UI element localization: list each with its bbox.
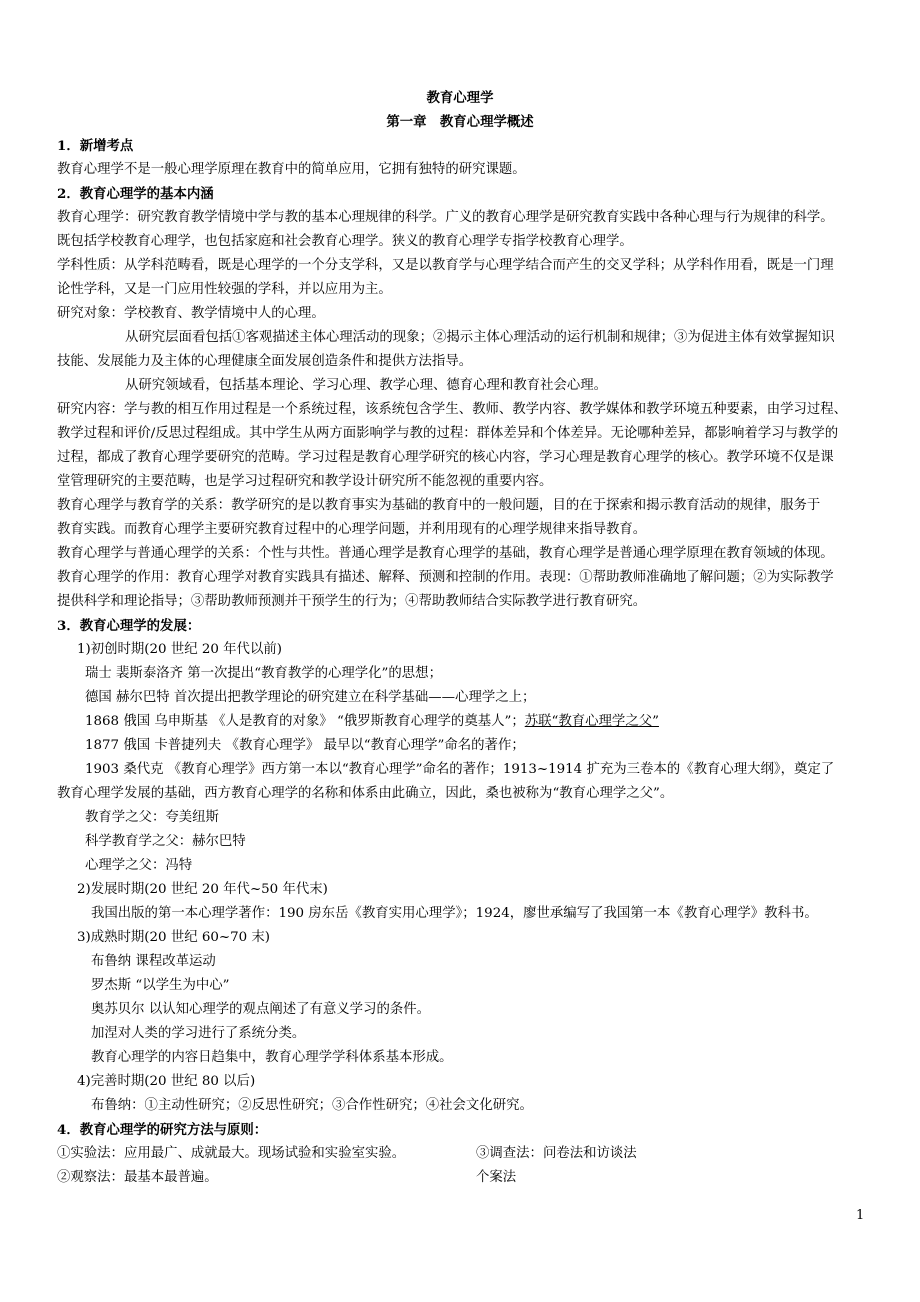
section-1-heading: 1．新增考点 bbox=[57, 138, 134, 154]
history-item: 1877 俄国 卡普捷列夫 《教育心理学》 最早以“教育心理学”命名的著作； bbox=[85, 738, 525, 753]
history-item: 布鲁纳：①主动性研究；②反思性研究；③合作性研究；④社会文化研究。 bbox=[91, 1098, 533, 1113]
page-number: 1 bbox=[856, 1208, 865, 1223]
definition-line: 既包括学校教育心理学，也包括家庭和社会教育心理学。狭义的教育心理学专指学校教育心理学。 bbox=[57, 234, 633, 249]
history-item: 1903 桑代克 《教育心理学》西方第一本以“教育心理学”命名的著作；1913~1914 扩充为三卷本的《教育心理大纲》，奠定了 bbox=[85, 762, 835, 777]
level-line: 技能、发展能力及主体的心理健康全面发展创造条件和提供方法指导。 bbox=[57, 354, 473, 369]
section-2-heading: 2．教育心理学的基本内涵 bbox=[57, 186, 214, 202]
document-title: 教育心理学 bbox=[426, 90, 494, 106]
history-item: 教育心理学发展的基础，西方教育心理学的名称和体系由此确立，因此，桑也被称为“教育心理学之父”。 bbox=[57, 786, 674, 801]
method-item: ①实验法：应用最广、成就最大。现场试验和实验室实验。 bbox=[57, 1146, 406, 1161]
relation-education-line: 教育心理学与教育学的关系：教学研究的是以教育事实为基础的教育中的一般问题，目的在于探索和揭示教育活动的规律，服务于 bbox=[57, 498, 821, 513]
content-line: 研究内容：学与教的相互作用过程是一个系统过程，该系统包含学生、教师、教学内容、教学媒体和教学环境五种要素，由学习过程、 bbox=[57, 402, 848, 417]
history-item: 瑞士 裴斯泰洛齐 第一次提出“教育教学的心理学化”的思想； bbox=[85, 666, 442, 681]
relation-psychology-line: 教育心理学与普通心理学的关系：个性与共性。普通心理学是教育心理学的基础，教育心理学是普通心理学原理在教育领域的体现。 bbox=[57, 546, 834, 561]
content-line: 过程，都成了教育心理学要研究的范畴。学习过程是教育心理学研究的核心内容，学习心理是教育心理学的核心。教学环境不仅是课 bbox=[57, 450, 834, 465]
period-1-title: 1)初创时期(20 世纪 20 年代以前) bbox=[77, 642, 282, 657]
history-item: 布鲁纳 课程改革运动 bbox=[91, 954, 216, 969]
history-item: 德国 赫尔巴特 首次提出把教学理论的研究建立在科学基础——心理学之上； bbox=[85, 690, 536, 705]
history-item: 教育学之父：夸美纽斯 bbox=[85, 810, 219, 825]
history-item: 教育心理学的内容日趋集中，教育心理学学科体系基本形成。 bbox=[91, 1050, 453, 1065]
method-item: 个案法 bbox=[476, 1170, 517, 1185]
history-item: 罗杰斯 “以学生为中心” bbox=[91, 978, 230, 993]
object-line: 研究对象：学校教育、教学情境中人的心理。 bbox=[57, 306, 325, 321]
period-3-title: 3)成熟时期(20 世纪 60~70 末) bbox=[77, 930, 271, 945]
nature-line: 学科性质：从学科范畴看，既是心理学的一个分支学科，又是以教育学与心理学结合而产生的交叉学科；从学科作用看，既是一门理 bbox=[57, 258, 834, 273]
chapter-title: 第一章 教育心理学概述 bbox=[386, 114, 534, 130]
history-item-text: 1868 俄国 乌申斯基 《人是教育的对象》 “俄罗斯教育心理学的奠基人”； bbox=[85, 714, 525, 729]
history-item: 加涅对人类的学习进行了系统分类。 bbox=[91, 1026, 306, 1041]
section-1-paragraph: 教育心理学不是一般心理学原理在教育中的简单应用，它拥有独特的研究课题。 bbox=[57, 162, 526, 177]
method-item: ③调查法：问卷法和访谈法 bbox=[476, 1146, 637, 1161]
history-item: 我国出版的第一本心理学著作：190 房东岳《教育实用心理学》；1924，廖世承编写了我国第一本《教育心理学》教科书。 bbox=[91, 906, 818, 921]
history-item bbox=[85, 714, 659, 730]
field-line: 从研究领域看，包括基本理论、学习心理、教学心理、德育心理和教育社会心理。 bbox=[125, 378, 608, 393]
history-item: 心理学之父：冯特 bbox=[85, 858, 193, 873]
role-line: 提供科学和理论指导；③帮助教师预测并干预学生的行为；④帮助教师结合实际教学进行教育研究。 bbox=[57, 594, 647, 609]
level-line: 从研究层面看包括①客观描述主体心理活动的现象；②揭示主体心理活动的运行机制和规律；③为促进主体有效掌握知识 bbox=[125, 330, 835, 345]
definition-line: 教育心理学：研究教育教学情境中学与教的基本心理规律的科学。广义的教育心理学是研究教育实践中各种心理与行为规律的科学。 bbox=[57, 210, 834, 225]
nature-line: 论性学科，又是一门应用性较强的学科，并以应用为主。 bbox=[57, 282, 392, 297]
method-item: ②观察法：最基本最普遍。 bbox=[57, 1170, 218, 1185]
relation-education-line: 教育实践。而教育心理学主要研究教育过程中的心理学问题，并利用现有的心理学规律来指导教育。 bbox=[57, 522, 647, 537]
period-4-title: 4)完善时期(20 世纪 80 以后) bbox=[77, 1074, 256, 1089]
history-item: 科学教育学之父：赫尔巴特 bbox=[85, 834, 246, 849]
section-3-heading: 3．教育心理学的发展： bbox=[57, 618, 201, 634]
section-4-heading: 4．教育心理学的研究方法与原则： bbox=[57, 1122, 268, 1138]
content-line: 堂管理研究的主要范畴，也是学习过程研究和教学设计研究所不能忽视的重要内容。 bbox=[57, 474, 553, 489]
role-line: 教育心理学的作用：教育心理学对教育实践具有描述、解释、预测和控制的作用。表现：①帮助教师准确地了解问题；②为实际教学 bbox=[57, 570, 834, 585]
underlined-note: 苏联“教育心理学之父” bbox=[524, 714, 659, 729]
period-2-title: 2)发展时期(20 世纪 20 年代~50 年代末) bbox=[77, 882, 328, 897]
history-item: 奥苏贝尔 以认知心理学的观点阐述了有意义学习的条件。 bbox=[91, 1002, 431, 1017]
content-line: 教学过程和评价/反思过程组成。其中学生从两方面影响学与教的过程：群体差异和个体差异。无论哪种差异，都影响着学习与教学的 bbox=[57, 426, 839, 441]
